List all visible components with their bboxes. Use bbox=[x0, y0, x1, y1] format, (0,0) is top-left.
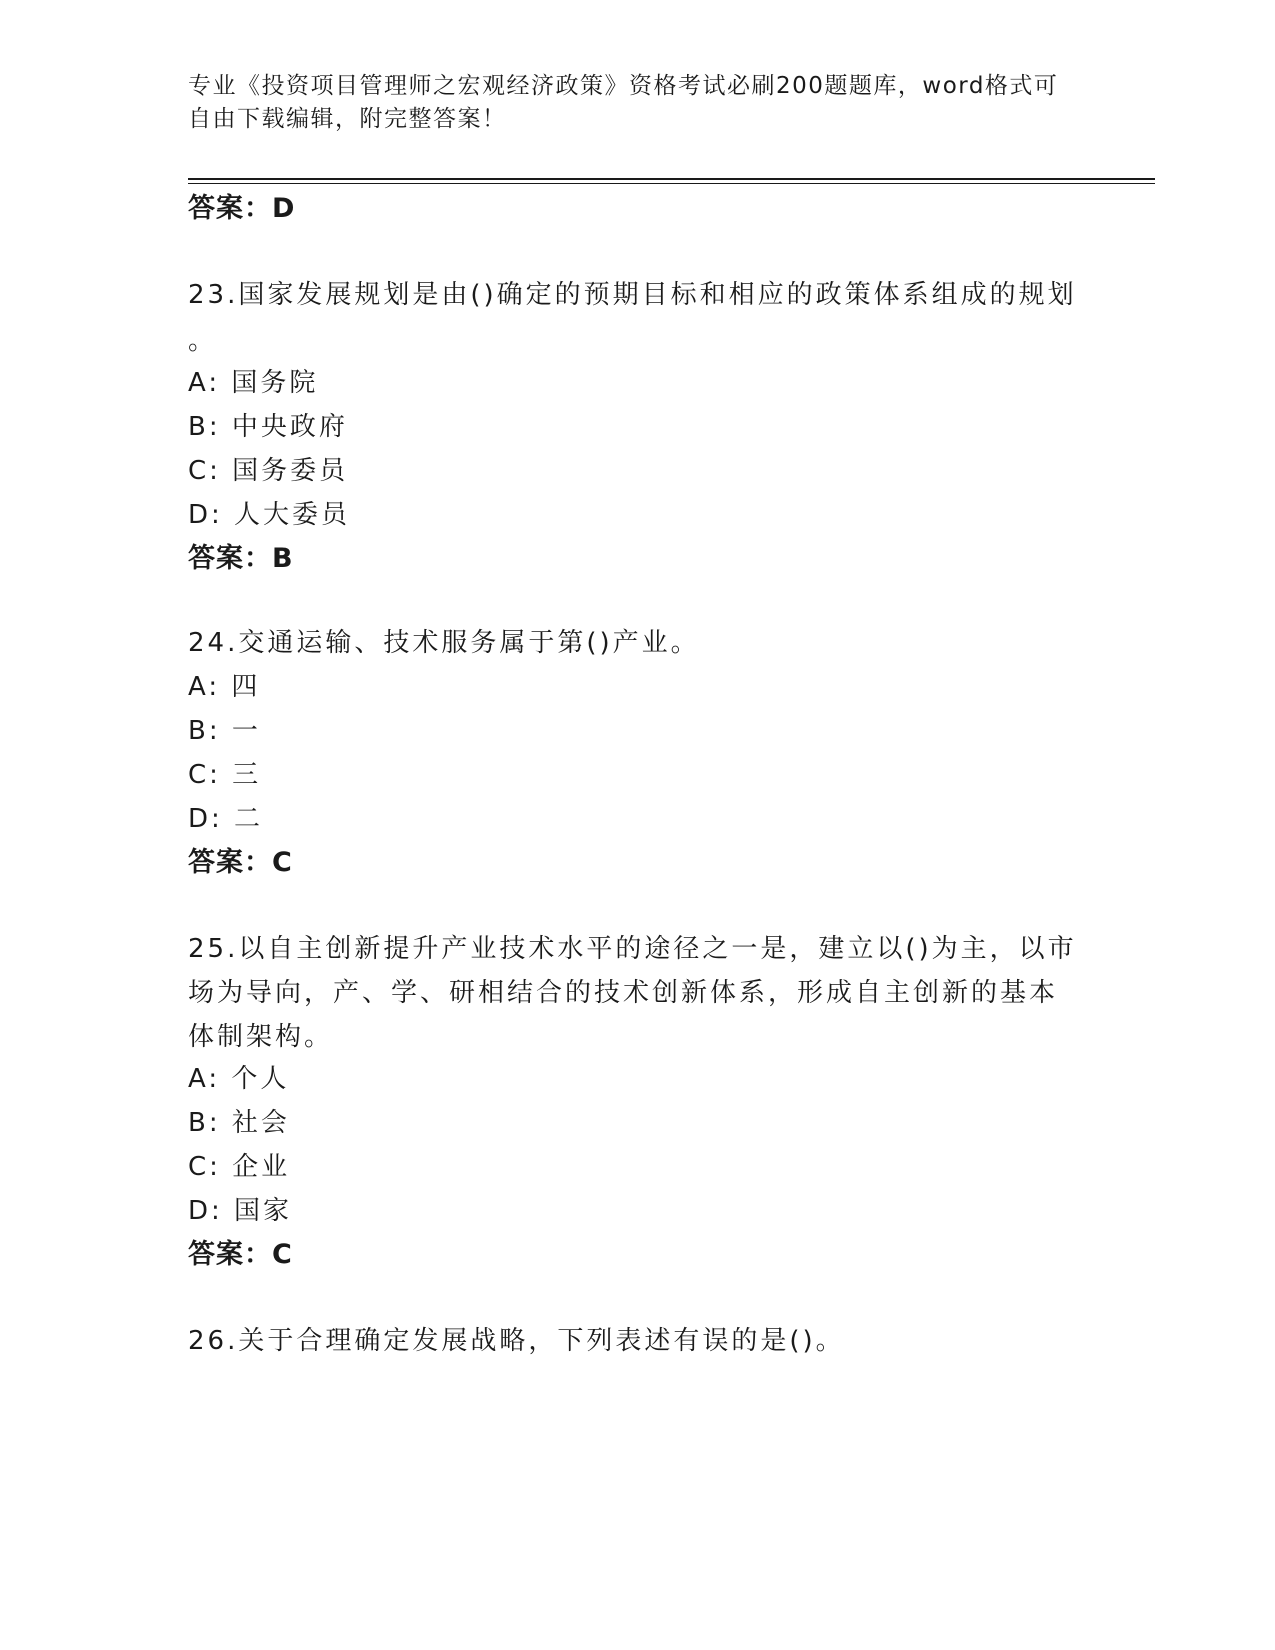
header-line-1: 专业《投资项目管理师之宏观经济政策》资格考试必刷200题题库，word格式可 bbox=[188, 73, 1059, 99]
option-d: D: 二 bbox=[188, 804, 264, 834]
option-d: D: 国家 bbox=[188, 1196, 293, 1226]
document-header bbox=[188, 70, 1068, 136]
header-rule-thick bbox=[188, 178, 1155, 180]
option-b: B: 中央政府 bbox=[188, 412, 348, 442]
option-c: C: 企业 bbox=[188, 1152, 291, 1182]
option-d: D: 人大委员 bbox=[188, 500, 351, 530]
option-a: A: 国务院 bbox=[188, 368, 319, 398]
question-stem: 体制架构。 bbox=[188, 1022, 334, 1052]
answer-label: 答案：C bbox=[188, 1239, 293, 1270]
answer-label: 答案：C bbox=[188, 847, 293, 878]
prev-answer: 答案：D bbox=[188, 193, 296, 224]
question-stem: 25.以自主创新提升产业技术水平的途径之一是，建立以()为主，以市 bbox=[188, 934, 1077, 964]
header-rule-thin bbox=[188, 183, 1155, 184]
option-c: C: 三 bbox=[188, 760, 262, 790]
question-stem: 26.关于合理确定发展战略，下列表述有误的是()。 bbox=[188, 1326, 845, 1356]
option-a: A: 个人 bbox=[188, 1064, 290, 1094]
question-stem: 场为导向，产、学、研相结合的技术创新体系，形成自主创新的基本 bbox=[188, 978, 1059, 1008]
option-c: C: 国务委员 bbox=[188, 456, 349, 486]
question-stem: 。 bbox=[188, 326, 218, 356]
option-b: B: 社会 bbox=[188, 1108, 290, 1138]
question-stem: 24.交通运输、技术服务属于第()产业。 bbox=[188, 628, 700, 658]
question-stem: 23.国家发展规划是由()确定的预期目标和相应的政策体系组成的规划 bbox=[188, 280, 1077, 310]
option-b: B: 一 bbox=[188, 716, 261, 746]
answer-label: 答案：B bbox=[188, 543, 294, 574]
option-a: A: 四 bbox=[188, 672, 261, 702]
header-line-2: 自由下载编辑，附完整答案！ bbox=[188, 106, 507, 132]
